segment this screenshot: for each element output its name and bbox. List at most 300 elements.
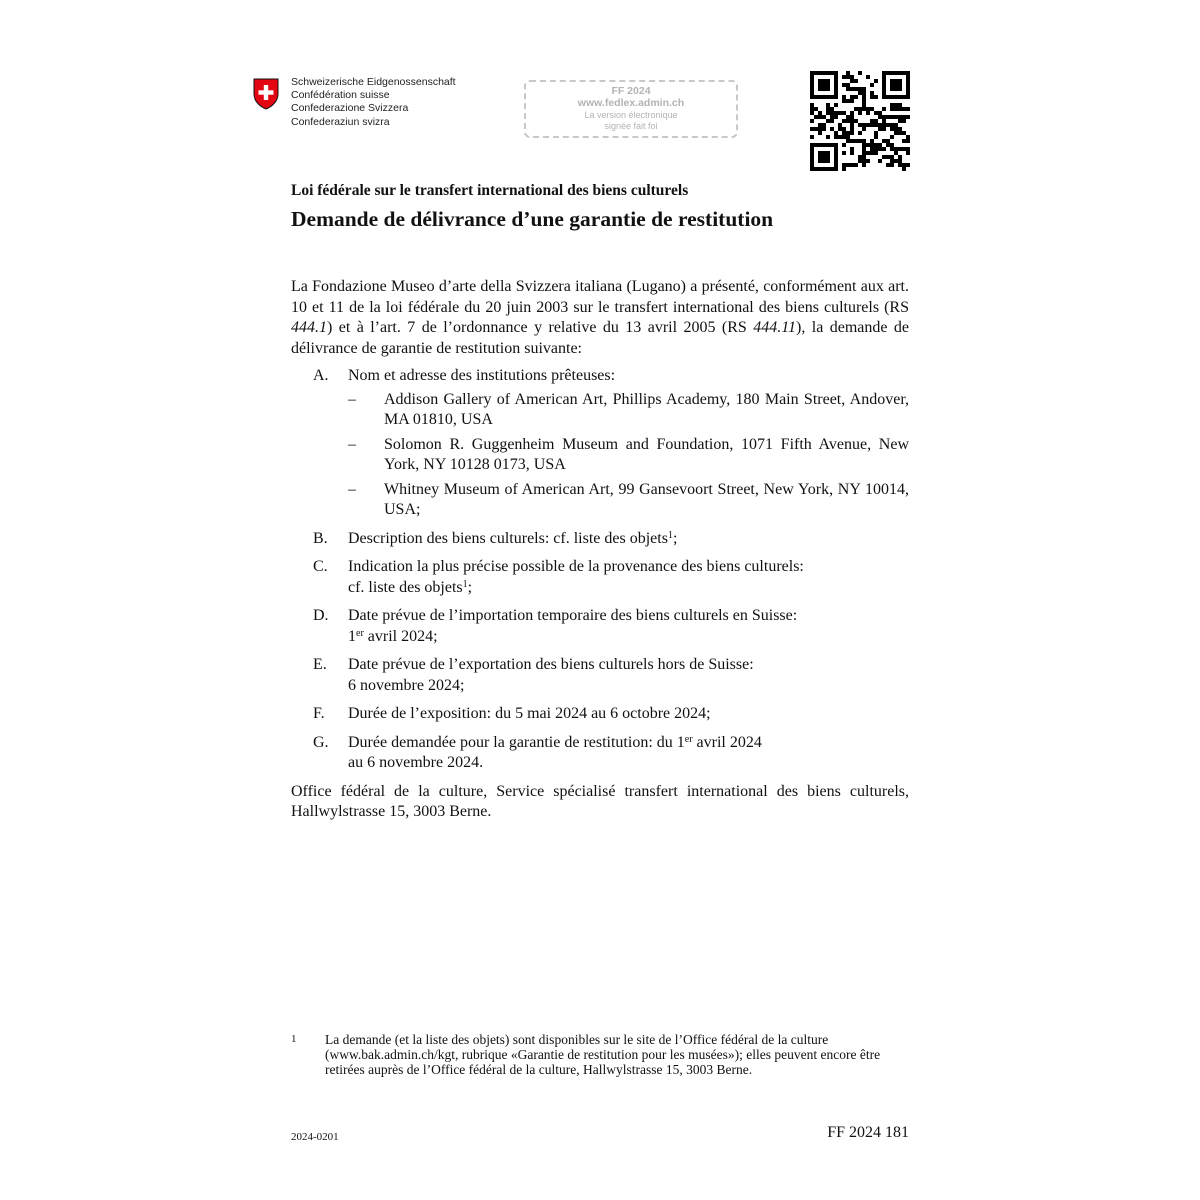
- qr-module: [894, 71, 898, 75]
- footnote-ref[interactable]: 1: [667, 529, 673, 541]
- qr-module: [826, 151, 830, 155]
- qr-module: [858, 123, 862, 127]
- qr-module: [890, 79, 894, 83]
- item-letter: E.: [313, 656, 327, 673]
- qr-module: [898, 103, 902, 107]
- qr-module: [906, 139, 910, 143]
- qr-module: [834, 115, 838, 119]
- qr-module: [818, 87, 822, 91]
- item-d-text-1: Date prévue de l’importation temporaire des biens culturels en Suisse:: [348, 607, 798, 624]
- qr-module: [866, 111, 870, 115]
- qr-module: [886, 139, 890, 143]
- qr-module: [898, 119, 902, 123]
- qr-module: [814, 143, 818, 147]
- qr-module: [846, 87, 850, 91]
- qr-module: [862, 147, 866, 151]
- qr-module: [886, 143, 890, 147]
- qr-module: [898, 163, 902, 167]
- qr-module: [818, 151, 822, 155]
- qr-module: [894, 95, 898, 99]
- qr-module: [878, 143, 882, 147]
- qr-module: [814, 95, 818, 99]
- footnote: [291, 1032, 891, 1077]
- intro-text-3: ), la demande de délivrance de garantie de restitution suivante:: [291, 319, 909, 357]
- qr-module: [858, 131, 862, 135]
- qr-module: [850, 163, 854, 167]
- item-b-text: Description des biens culturels: cf. liste des objets: [348, 529, 668, 547]
- qr-module: [822, 83, 826, 87]
- qr-module: [906, 75, 910, 79]
- qr-module: [818, 127, 822, 131]
- qr-module: [874, 123, 878, 127]
- item-e-text-1: Date prévue de l’exportation des biens culturels hors de Suisse:: [348, 656, 754, 673]
- qr-module: [878, 147, 882, 151]
- qr-module: [870, 119, 874, 123]
- lender-list: [348, 390, 909, 521]
- item-f: [291, 704, 909, 725]
- qr-module: [814, 115, 818, 119]
- stamp-url: www.fedlex.admin.ch: [577, 97, 685, 109]
- qr-module: [826, 103, 830, 107]
- qr-module: [834, 167, 838, 171]
- qr-module: [866, 107, 870, 111]
- qr-module: [854, 95, 858, 99]
- qr-module: [890, 123, 894, 127]
- qr-module: [830, 95, 834, 99]
- qr-module: [846, 131, 850, 135]
- qr-module: [906, 107, 910, 111]
- qr-module: [862, 163, 866, 167]
- qr-module: [858, 139, 862, 143]
- qr-module: [874, 135, 878, 139]
- qr-module: [826, 95, 830, 99]
- qr-module: [834, 143, 838, 147]
- rs-number-2: 444.11: [753, 319, 797, 336]
- qr-module: [818, 71, 822, 75]
- qr-module: [878, 159, 882, 163]
- confederation-name-fr: Confédération suisse: [291, 89, 390, 102]
- qr-module: [834, 131, 838, 135]
- qr-module: [810, 167, 814, 171]
- stamp-note-1: La version électronique: [584, 110, 678, 120]
- qr-module: [890, 147, 894, 151]
- qr-module: [854, 119, 858, 123]
- qr-module: [818, 79, 822, 83]
- qr-module: [834, 71, 838, 75]
- document-body: [291, 277, 909, 823]
- qr-module: [870, 143, 874, 147]
- qr-module: [886, 95, 890, 99]
- qr-module: [898, 79, 902, 83]
- qr-module: [862, 91, 866, 95]
- qr-module: [894, 87, 898, 91]
- qr-module: [826, 71, 830, 75]
- qr-module: [906, 91, 910, 95]
- qr-module: [834, 75, 838, 79]
- item-c-text-1: Indication la plus précise possible de la provenance des biens culturels:: [348, 558, 804, 575]
- qr-module: [882, 127, 886, 131]
- qr-module: [834, 87, 838, 91]
- item-letter: G.: [313, 733, 329, 751]
- qr-module: [878, 115, 882, 119]
- request-items: [291, 366, 909, 774]
- qr-module: [826, 167, 830, 171]
- qr-module: [870, 151, 874, 155]
- qr-module: [838, 123, 842, 127]
- qr-module: [866, 151, 870, 155]
- qr-module: [906, 83, 910, 87]
- qr-module: [850, 119, 854, 123]
- qr-module: [846, 139, 850, 143]
- intro-text-1: La Fondazione Museo d’arte della Svizzera italiana (Lugano) a présenté, conformément aux art. 10 et 11 de la loi fédérale du 20 juin 2003 sur le transfert international des biens culturels (RS: [291, 278, 909, 316]
- qr-module: [890, 71, 894, 75]
- qr-module: [810, 87, 814, 91]
- qr-module: [830, 115, 834, 119]
- qr-module: [890, 143, 894, 147]
- qr-module: [866, 75, 870, 79]
- ordinal-suffix: er: [356, 627, 364, 639]
- qr-module: [902, 163, 906, 167]
- qr-module: [894, 107, 898, 111]
- qr-module: [810, 143, 814, 147]
- qr-module: [874, 147, 878, 151]
- qr-module: [822, 115, 826, 119]
- qr-module: [874, 95, 878, 99]
- item-c: [291, 557, 909, 598]
- footnote-ref[interactable]: 1: [462, 578, 468, 590]
- qr-module: [822, 87, 826, 91]
- qr-module: [878, 127, 882, 131]
- qr-module: [834, 147, 838, 151]
- qr-module: [834, 155, 838, 159]
- qr-module: [810, 103, 814, 107]
- qr-module: [882, 71, 886, 75]
- qr-module: [842, 127, 846, 131]
- qr-module: [842, 143, 846, 147]
- qr-module: [862, 107, 866, 111]
- qr-module: [882, 147, 886, 151]
- qr-module: [818, 131, 822, 135]
- item-letter: D.: [313, 607, 329, 624]
- qr-module: [878, 111, 882, 115]
- qr-module: [818, 155, 822, 159]
- stamp-ff: FF 2024: [611, 85, 651, 97]
- qr-module: [886, 115, 890, 119]
- qr-module: [902, 139, 906, 143]
- qr-module: [810, 119, 814, 123]
- qr-module: [862, 99, 866, 103]
- qr-module: [890, 163, 894, 167]
- ordinal-suffix: er: [684, 733, 693, 745]
- qr-module: [810, 159, 814, 163]
- qr-module: [898, 115, 902, 119]
- qr-module: [890, 83, 894, 87]
- qr-module: [858, 91, 862, 95]
- qr-module: [890, 159, 894, 163]
- qr-module: [826, 135, 830, 139]
- qr-module: [898, 83, 902, 87]
- law-subtitle: Loi fédérale sur le transfert international des biens culturels: [291, 182, 689, 199]
- office-address: Office fédéral de la culture, Service spécialisé transfert international des biens culturels, Hallwylstrasse 15, 3003 Berne.: [291, 782, 909, 820]
- qr-module: [814, 127, 818, 131]
- qr-module: [894, 103, 898, 107]
- qr-module: [874, 151, 878, 155]
- confederation-name-de: Schweizerische Eidgenossenschaft: [291, 76, 456, 88]
- qr-module: [902, 119, 906, 123]
- qr-module: [842, 163, 846, 167]
- qr-module: [814, 167, 818, 171]
- qr-module: [822, 127, 826, 131]
- qr-module: [842, 167, 846, 171]
- qr-module: [882, 139, 886, 143]
- qr-module: [826, 87, 830, 91]
- qr-module: [842, 83, 846, 87]
- confederation-name-rm: Confederaziun svizra: [291, 115, 390, 128]
- qr-module: [898, 87, 902, 91]
- qr-module: [818, 115, 822, 119]
- qr-module: [822, 159, 826, 163]
- qr-module: [842, 111, 846, 115]
- qr-module: [834, 111, 838, 115]
- qr-module: [870, 83, 874, 87]
- qr-module: [874, 111, 878, 115]
- qr-module: [810, 163, 814, 167]
- item-f-text: Durée de l’exposition: du 5 mai 2024 au 6 octobre 2024;: [348, 705, 711, 722]
- qr-module: [830, 127, 834, 131]
- qr-module: [846, 99, 850, 103]
- qr-module: [838, 127, 842, 131]
- qr-module: [826, 119, 830, 123]
- document-code: 2024-0201: [291, 1131, 339, 1143]
- footnote-text: La demande (et la liste des objets) sont disponibles sur le site de l’Office fédéral de la culture (www.bak.admin.ch/kgt, rubrique «Garantie de restitution pour les musées»); elles peuvent encore être retirées auprès de l’Office fédéral de la culture, Hallwylstrasse 15, 3003 Berne.: [325, 1032, 881, 1077]
- qr-module: [810, 155, 814, 159]
- qr-module: [842, 95, 846, 99]
- qr-module: [850, 75, 854, 79]
- qr-module: [830, 167, 834, 171]
- qr-module: [894, 151, 898, 155]
- qr-module: [890, 115, 894, 119]
- qr-module: [842, 135, 846, 139]
- qr-module: [854, 139, 858, 143]
- qr-module: [826, 155, 830, 159]
- qr-module: [858, 111, 862, 115]
- item-g-text-3: au 6 novembre 2024.: [348, 754, 484, 771]
- stamp-note-2: signée fait foi: [604, 121, 658, 131]
- qr-module: [846, 75, 850, 79]
- qr-module: [850, 79, 854, 83]
- qr-module: [830, 111, 834, 115]
- qr-module: [906, 163, 910, 167]
- qr-module: [898, 95, 902, 99]
- qr-module: [894, 83, 898, 87]
- qr-module: [822, 143, 826, 147]
- lender-text: Whitney Museum of American Art, 99 Gansevoort Street, New York, NY 10014, USA;: [384, 480, 909, 518]
- qr-module: [822, 95, 826, 99]
- qr-module: [818, 95, 822, 99]
- qr-module: [882, 115, 886, 119]
- qr-module: [890, 87, 894, 91]
- item-g-text-1: Durée demandée pour la garantie de restitution: du 1: [348, 733, 685, 751]
- qr-module: [898, 131, 902, 135]
- qr-module: [826, 83, 830, 87]
- qr-module: [842, 75, 846, 79]
- qr-module: [906, 115, 910, 119]
- dash-marker: –: [348, 435, 356, 453]
- qr-module: [814, 107, 818, 111]
- item-e: [291, 655, 909, 696]
- qr-module: [906, 95, 910, 99]
- item-g: [291, 733, 909, 774]
- qr-module: [810, 127, 814, 131]
- qr-module: [862, 87, 866, 91]
- qr-module: [894, 131, 898, 135]
- qr-module: [830, 107, 834, 111]
- qr-module: [834, 151, 838, 155]
- dash-marker: –: [348, 390, 356, 408]
- qr-module: [906, 71, 910, 75]
- qr-module: [866, 123, 870, 127]
- qr-module: [818, 167, 822, 171]
- qr-module: [818, 83, 822, 87]
- qr-module: [866, 143, 870, 147]
- qr-module: [882, 95, 886, 99]
- qr-module: [902, 131, 906, 135]
- qr-module: [866, 159, 870, 163]
- item-letter: C.: [313, 558, 328, 575]
- qr-module: [834, 91, 838, 95]
- qr-module: [874, 79, 878, 83]
- qr-module: [862, 159, 866, 163]
- qr-module: [810, 75, 814, 79]
- qr-module: [822, 151, 826, 155]
- intro-paragraph: [291, 277, 909, 359]
- qr-module: [846, 119, 850, 123]
- item-a: [291, 366, 909, 521]
- qr-module: [890, 95, 894, 99]
- qr-module: [822, 167, 826, 171]
- qr-module: [882, 87, 886, 91]
- qr-module: [874, 119, 878, 123]
- qr-module: [890, 103, 894, 107]
- qr-module: [854, 163, 858, 167]
- qr-module: [846, 135, 850, 139]
- qr-module: [898, 107, 902, 111]
- item-letter: B.: [313, 529, 328, 547]
- qr-module: [850, 87, 854, 91]
- qr-module: [898, 71, 902, 75]
- qr-module: [890, 127, 894, 131]
- qr-module: [906, 87, 910, 91]
- qr-module: [894, 79, 898, 83]
- qr-module: [842, 119, 846, 123]
- item-letter: F.: [313, 705, 325, 722]
- qr-module: [822, 79, 826, 83]
- qr-module: [850, 111, 854, 115]
- qr-module: [810, 111, 814, 115]
- dash-marker: –: [348, 480, 356, 498]
- qr-module: [882, 155, 886, 159]
- qr-module: [874, 143, 878, 147]
- qr-module: [854, 79, 858, 83]
- qr-module: [882, 91, 886, 95]
- qr-module: [810, 83, 814, 87]
- qr-module: [894, 159, 898, 163]
- qr-module: [826, 143, 830, 147]
- lender-item: [348, 435, 909, 476]
- qr-module: [850, 151, 854, 155]
- qr-module: [894, 127, 898, 131]
- item-b-end: ;: [672, 529, 678, 547]
- qr-module: [810, 91, 814, 95]
- item-g-text-2: avril 2024: [692, 733, 762, 751]
- qr-module: [826, 111, 830, 115]
- qr-module: [870, 123, 874, 127]
- qr-module: [886, 123, 890, 127]
- qr-module: [862, 139, 866, 143]
- qr-module: [858, 87, 862, 91]
- qr-module: [862, 151, 866, 155]
- qr-module: [834, 95, 838, 99]
- qr-module: [870, 147, 874, 151]
- qr-module: [870, 107, 874, 111]
- qr-module: [882, 107, 886, 111]
- item-c-text-2: cf. liste des objets: [348, 578, 463, 596]
- qr-module: [862, 123, 866, 127]
- qr-module: [894, 123, 898, 127]
- qr-module: [846, 163, 850, 167]
- item-d: [291, 606, 909, 647]
- qr-module: [810, 71, 814, 75]
- qr-module: [830, 119, 834, 123]
- lender-item: [348, 480, 909, 521]
- qr-module: [850, 95, 854, 99]
- qr-module: [850, 131, 854, 135]
- qr-module: [842, 99, 846, 103]
- qr-module: [890, 135, 894, 139]
- qr-module: [826, 79, 830, 83]
- qr-module: [870, 139, 874, 143]
- qr-module: [846, 83, 850, 87]
- qr-module: [862, 127, 866, 131]
- qr-module: [862, 143, 866, 147]
- qr-module: [822, 123, 826, 127]
- item-d-rest: avril 2024;: [363, 627, 438, 645]
- rs-number-1: 444.1: [291, 319, 327, 336]
- qr-module: [818, 159, 822, 163]
- qr-module: [882, 83, 886, 87]
- qr-module: [858, 159, 862, 163]
- qr-module: [886, 163, 890, 167]
- qr-module: [834, 79, 838, 83]
- qr-module: [882, 75, 886, 79]
- lender-text: Addison Gallery of American Art, Phillips Academy, 180 Main Street, Andover, MA 01810, USA: [384, 390, 909, 428]
- item-letter: A.: [313, 367, 329, 384]
- qr-module: [898, 127, 902, 131]
- qr-module: [902, 71, 906, 75]
- qr-module: [858, 155, 862, 159]
- qr-module: [822, 71, 826, 75]
- qr-module: [878, 123, 882, 127]
- qr-module: [882, 79, 886, 83]
- electronic-version-stamp: [524, 80, 738, 138]
- qr-module: [834, 135, 838, 139]
- qr-module: [818, 123, 822, 127]
- qr-module: [902, 95, 906, 99]
- qr-module: [870, 95, 874, 99]
- document-title: Demande de délivrance d’une garantie de restitution: [291, 207, 774, 231]
- qr-module: [854, 107, 858, 111]
- qr-module: [894, 115, 898, 119]
